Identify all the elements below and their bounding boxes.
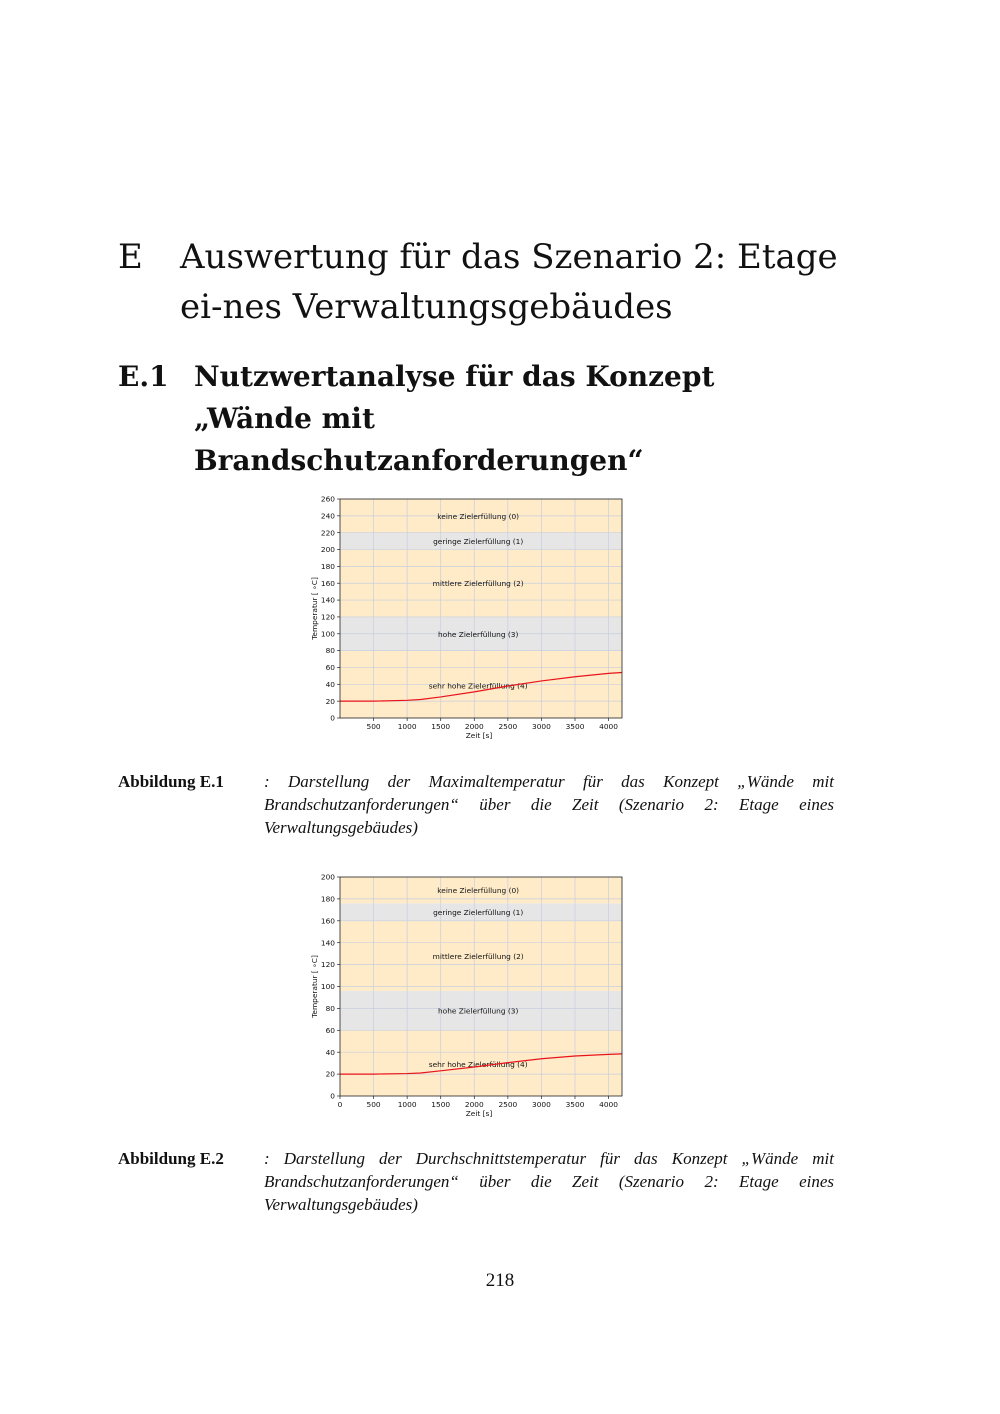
band-label-0: sehr hohe Zielerfüllung (4) (428, 1060, 528, 1070)
x-tick-label-3: 2000 (464, 722, 484, 731)
y-tick-label-5: 100 (320, 982, 335, 992)
x-axis-label: Zeit [s] (465, 731, 493, 740)
y-tick-label-9: 180 (320, 894, 335, 904)
y-tick-label-8: 160 (320, 578, 335, 588)
x-tick-label-6: 3000 (532, 1100, 551, 1109)
band-label-3: geringe Zielerfüllung (1) (433, 537, 524, 547)
figure-label-1: Abbildung E.1 (118, 772, 224, 791)
y-tick-label-9: 180 (320, 561, 335, 571)
x-tick-label-3: 1500 (431, 1100, 451, 1109)
section-number: E.1 (118, 360, 169, 393)
x-tick-label-1: 500 (366, 1100, 381, 1109)
chapter-number: E (118, 237, 143, 277)
y-tick-label-6: 120 (320, 960, 335, 970)
chapter-title: Auswertung für das Szenario 2: Etage ei-nes Verwaltungsgebäudes (180, 237, 838, 327)
x-tick-label-7: 4000 (599, 722, 618, 731)
figure-label-2: Abbildung E.2 (118, 1149, 224, 1168)
y-tick-label-10: 200 (320, 545, 335, 555)
x-tick-label-4: 2000 (464, 1100, 484, 1109)
figure-caption-text-1: : Darstellung der Maximaltemperatur für das Konzept „Wände mit Brandschutzanforderungen“ über die Zeit (Szenario 2: Etage eines Verwaltungsgebäudes) (264, 772, 834, 837)
y-tick-label-3: 60 (325, 663, 335, 673)
x-tick-label-2: 1000 (397, 1100, 417, 1109)
x-tick-label-8: 4000 (599, 1100, 618, 1109)
y-tick-label-2: 40 (325, 679, 335, 689)
section-title: Nutzwertanalyse für das Konzept „Wände mit Brandschutzanforderungen“ (194, 360, 715, 477)
y-tick-label-12: 240 (320, 511, 335, 521)
y-axis-label: Temperatur [ ∘C] (310, 577, 319, 640)
figure-max-temperature-chart (310, 490, 640, 745)
y-tick-label-13: 260 (320, 494, 335, 504)
band-label-4: keine Zielerfüllung (0) (437, 886, 520, 896)
band-label-3: geringe Zielerfüllung (1) (433, 908, 524, 918)
y-tick-label-6: 120 (320, 612, 335, 622)
y-tick-label-11: 220 (320, 528, 335, 538)
band-label-2: mittlere Zielerfüllung (2) (432, 579, 524, 589)
y-tick-label-5: 100 (320, 629, 335, 639)
y-tick-label-2: 40 (325, 1047, 335, 1057)
figure-average-temperature-chart (310, 868, 640, 1123)
y-tick-label-4: 80 (325, 1004, 335, 1013)
x-axis-label: Zeit [s] (465, 1109, 493, 1118)
y-tick-label-4: 80 (325, 646, 335, 656)
y-tick-label-1: 20 (325, 696, 335, 706)
y-tick-label-0: 0 (330, 713, 335, 723)
x-tick-label-7: 3500 (565, 1100, 585, 1109)
x-tick-label-5: 3000 (532, 722, 551, 731)
y-tick-label-0: 0 (330, 1091, 335, 1101)
x-tick-label-5: 2500 (498, 1100, 518, 1109)
band-label-1: hohe Zielerfüllung (3) (438, 1006, 519, 1016)
y-tick-label-8: 160 (320, 916, 335, 926)
band-label-1: hohe Zielerfüllung (3) (438, 629, 519, 639)
x-tick-label-1: 1000 (397, 722, 417, 731)
band-label-2: mittlere Zielerfüllung (2) (432, 951, 524, 961)
band-label-0: sehr hohe Zielerfüllung (4) (428, 681, 528, 691)
y-axis-label: Temperatur [ ∘C] (310, 955, 319, 1018)
x-tick-label-4: 2500 (498, 722, 518, 731)
band-label-4: keine Zielerfüllung (0) (437, 511, 520, 521)
page-number: 218 (485, 1270, 515, 1291)
y-tick-label-7: 140 (320, 938, 335, 948)
x-tick-label-0: 500 (366, 722, 381, 731)
figure-caption-text-2: : Darstellung der Durchschnittstemperatur für das Konzept „Wände mit Brandschutzanforderungen“ über die Zeit (Szenario 2: Etage eines Verwaltungsgebäudes) (264, 1149, 834, 1214)
x-tick-label-0: 0 (337, 1100, 343, 1109)
x-tick-label-6: 3500 (565, 722, 585, 731)
y-tick-label-10: 200 (320, 872, 335, 882)
y-tick-label-7: 140 (320, 595, 335, 605)
y-tick-label-1: 20 (325, 1069, 335, 1079)
x-tick-label-2: 1500 (431, 722, 451, 731)
y-tick-label-3: 60 (325, 1025, 335, 1035)
